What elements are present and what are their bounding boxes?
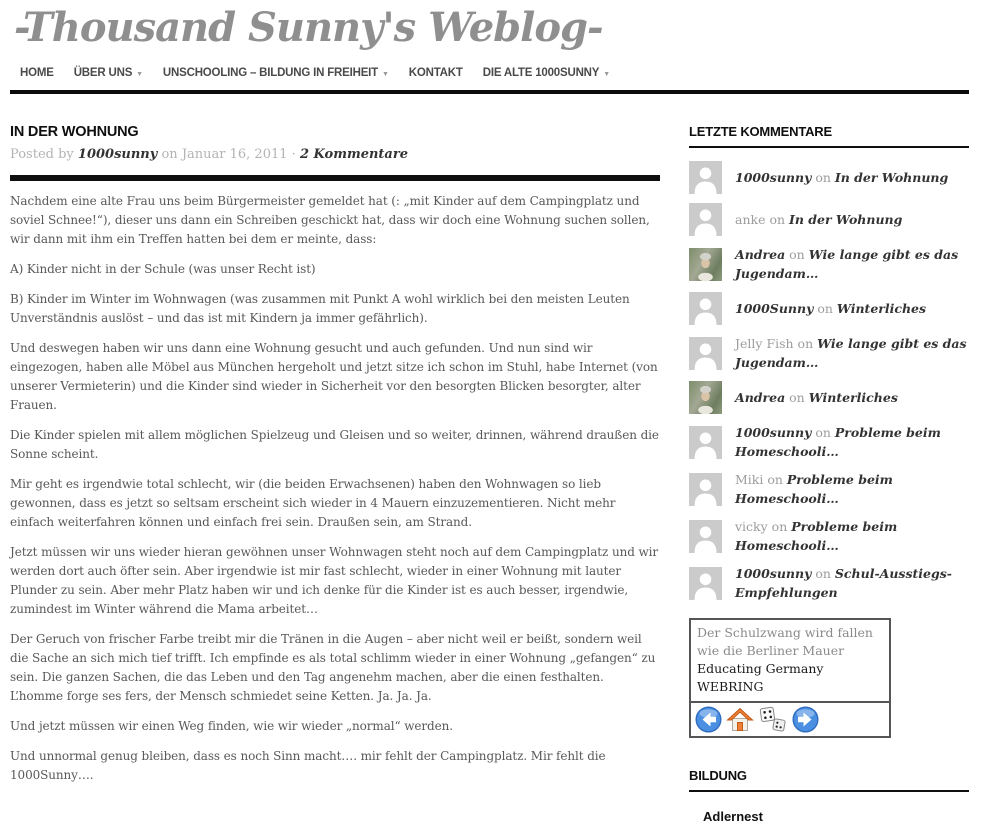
- post-article: [10, 94, 660, 796]
- comment-on-label: on: [793, 336, 818, 351]
- nav-item-label: ÜBER UNS: [73, 67, 133, 79]
- post-paragraph: Nachdem eine alte Frau uns beim Bürgermeister gemeldet hat (: „mit Kinder auf dem Campingplatz und soviel Schnee!“), dieser uns dann ein Schreiben geschickt hat, dass wir doch eine Wohnung suchen sollen, wir dann mit ihm ein Treffen hatten bei dem er meinte, dass:: [10, 194, 650, 246]
- comments-count-link[interactable]: 2 Kommentare: [299, 147, 408, 162]
- comment-item: [689, 517, 969, 555]
- random-dice-icon[interactable]: [758, 706, 788, 733]
- comment-post-link[interactable]: Wie lange gibt es das Jugendam…: [735, 336, 967, 370]
- nav-item-die-alte-1000sunny[interactable]: [483, 67, 610, 79]
- meta-separator: ·: [291, 147, 296, 162]
- comment-on-label: on: [813, 301, 837, 316]
- comment-author-link[interactable]: 1000sunny: [735, 170, 812, 185]
- comment-on-label: on: [767, 519, 792, 534]
- comment-on-label: on: [785, 247, 809, 262]
- comment-item: [689, 470, 969, 508]
- posted-by-label: Posted by: [10, 147, 74, 162]
- default-avatar-icon: [689, 161, 722, 194]
- nav-item-ber-uns[interactable]: [74, 67, 143, 79]
- comment-on-label: on: [811, 425, 835, 440]
- nav-item-label: HOME: [20, 67, 54, 79]
- comment-on-label: on: [765, 212, 790, 227]
- comment-on-label: on: [785, 390, 809, 405]
- comment-text: [735, 470, 969, 508]
- comment-author-link[interactable]: 1000Sunny: [735, 301, 814, 316]
- webring-text: [691, 620, 889, 701]
- comment-text: [735, 299, 969, 318]
- user-photo-avatar: [689, 381, 722, 414]
- comment-author-link[interactable]: 1000sunny: [735, 425, 812, 440]
- comment-text: [735, 388, 969, 407]
- bildung-link-adlernest[interactable]: Adlernest: [703, 809, 763, 824]
- default-avatar-icon: [689, 337, 722, 370]
- comment-post-link[interactable]: Winterliches: [836, 301, 927, 316]
- comment-author: Miki: [735, 472, 764, 487]
- comment-post-link[interactable]: Wie lange gibt es das Jugendam…: [735, 247, 959, 281]
- main-nav: [20, 67, 983, 79]
- comment-text: [735, 210, 969, 229]
- comment-author: vicky: [735, 519, 768, 534]
- default-avatar-icon: [689, 567, 722, 600]
- default-avatar-icon: [689, 473, 722, 506]
- comment-author-link[interactable]: Andrea: [735, 390, 786, 405]
- comment-item: [689, 161, 969, 194]
- post-date: Januar 16, 2011: [181, 147, 288, 162]
- post-meta: [10, 147, 660, 162]
- comment-item: [689, 381, 969, 414]
- post-paragraph: B) Kinder im Winter im Wohnwagen (was zusammen mit Punkt A wohl wirklich bei den meisten Leuten Unverständnis auslöst – und das ist mit Kindern ja immer gefährlich).: [10, 292, 630, 325]
- comment-text: [735, 334, 969, 372]
- comment-item: [689, 203, 969, 236]
- chevron-down-icon: ▼: [603, 70, 610, 78]
- bildung-list-item: [703, 806, 969, 825]
- post-body: [10, 192, 660, 785]
- comment-author-link[interactable]: 1000sunny: [735, 566, 812, 581]
- comment-item: [689, 245, 969, 283]
- recent-comments-list: [689, 161, 969, 602]
- post-paragraph: Und jetzt müssen wir einen Weg finden, wie wir wieder „normal“ werden.: [10, 719, 453, 733]
- main-area: [0, 94, 983, 825]
- nav-item-label: KONTAKT: [408, 67, 463, 79]
- comment-on-label: on: [763, 472, 787, 487]
- nav-item-kontakt[interactable]: [409, 67, 463, 79]
- comment-post-link[interactable]: In der Wohnung: [789, 212, 903, 227]
- bildung-links: [703, 806, 969, 825]
- chevron-down-icon: ▼: [136, 70, 143, 78]
- comment-text: [735, 245, 969, 283]
- comment-text: [735, 168, 969, 187]
- comment-text: [735, 564, 969, 602]
- comment-post-link[interactable]: In der Wohnung: [834, 170, 949, 185]
- forward-arrow-icon[interactable]: [792, 706, 819, 733]
- post-paragraph: Jetzt müssen wir uns wieder hieran gewöhnen unser Wohnwagen steht noch auf dem Campingplatz und wir werden dort auch öfter sein. Aber irgendwie ist mir fast schlecht, wieder in einer Wohnung mit lauter Plunder zu sein. Aber mehr Platz haben wir und ich denke für die Kinder ist es auch besser, irgendwie, zumindest im Winter während die Mama arbeitet…: [10, 545, 659, 616]
- bildung-heading: BILDUNG: [689, 768, 969, 792]
- default-avatar-icon: [689, 520, 722, 553]
- comment-item: [689, 292, 969, 325]
- site-title[interactable]: -Thousand Sunny's Weblog-: [14, 4, 603, 51]
- comment-item: [689, 564, 969, 602]
- post-paragraph: Mir geht es irgendwie total schlecht, wir (die beiden Erwachsenen) haben den Wohnwagen so lieb gewonnen, dass es jetzt so seltsam erscheint sich wieder in 4 Mauern einzuzementieren. Nicht mehr einfach weiterfahren können und einfach frei sein. Draußen sein, am Strand.: [10, 477, 616, 529]
- nav-item-unschooling-bildung-in-freiheit[interactable]: [163, 67, 389, 79]
- post-title: IN DER WOHNUNG: [10, 124, 139, 140]
- comment-text: [735, 423, 969, 461]
- sidebar: [689, 94, 969, 825]
- comment-author: anke: [735, 212, 766, 227]
- comment-on-label: on: [811, 566, 835, 581]
- post-divider: [10, 175, 660, 181]
- comment-item: [689, 334, 969, 372]
- nav-item-label: DIE ALTE 1000SUNNY: [482, 67, 600, 79]
- chevron-down-icon: ▼: [382, 70, 389, 78]
- webring-motto: Der Schulzwang wird fallen wie die Berliner Mauer: [697, 625, 873, 658]
- site-header: [0, 0, 983, 94]
- default-avatar-icon: [689, 426, 722, 459]
- home-icon[interactable]: [726, 706, 754, 733]
- post-paragraph: Und unnormal genug bleiben, dass es noch Sinn macht…. mir fehlt der Campingplatz. Mir fehlt die 1000Sunny….: [10, 749, 606, 782]
- post-paragraph: Und deswegen haben wir uns dann eine Wohnung gesucht und auch gefunden. Und nun sind wir eingezogen, haben alle Möbel aus München hergeholt und jetzt sitze ich schon im Stuhl, habe Internet (von unserer Vermieterin) und die Kinder sind wieder in Sicherheit vor den besorgten Blicken besorgter, alter Frauen.: [10, 341, 658, 412]
- nav-item-home[interactable]: [20, 67, 54, 79]
- comment-post-link[interactable]: Probleme beim Homeschooli…: [735, 519, 898, 553]
- comment-post-link[interactable]: Schul-Ausstiegs-Empfehlungen: [735, 566, 952, 600]
- post-paragraph: A) Kinder nicht in der Schule (was unser Recht ist): [10, 262, 316, 276]
- post-paragraph: Der Geruch von frischer Farbe treibt mir die Tränen in die Augen – aber nicht weil er beißt, sondern weil die Sache an sich mich tief trifft. Ich empfinde es als total schlimm wieder in einer Wohnung „gefangen“ zu sein. Die ganzen Sachen, die das Leben und den Tag angenehm machen, aber die einen festhalten. L’homme forge ses fers, der Mensch schmiedet seine Ketten. Ja. Ja. Ja.: [10, 632, 656, 703]
- webring-title-link[interactable]: Educating Germany WEBRING: [697, 661, 824, 694]
- on-label: on: [161, 147, 178, 162]
- comment-post-link[interactable]: Probleme beim Homeschooli…: [735, 425, 941, 459]
- comment-text: [735, 517, 969, 555]
- default-avatar-icon: [689, 203, 722, 236]
- back-arrow-icon[interactable]: [695, 706, 722, 733]
- post-paragraph: Die Kinder spielen mit allem möglichen Spielzeug und Gleisen und so weiter, drinnen, während draußen die Sonne scheint.: [10, 428, 659, 461]
- comment-on-label: on: [811, 170, 835, 185]
- user-photo-avatar: [689, 248, 722, 281]
- webring-box: [689, 618, 891, 738]
- comment-post-link[interactable]: Probleme beim Homeschooli…: [735, 472, 893, 506]
- author-link[interactable]: 1000sunny: [77, 147, 158, 162]
- default-avatar-icon: [689, 292, 722, 325]
- comment-item: [689, 423, 969, 461]
- comment-post-link[interactable]: Winterliches: [808, 390, 898, 405]
- comment-author-link[interactable]: Andrea: [735, 247, 786, 262]
- comment-author: Jelly Fish: [735, 336, 794, 351]
- nav-item-label: UNSCHOOLING – BILDUNG IN FREIHEIT: [162, 67, 379, 79]
- recent-comments-heading: LETZTE KOMMENTARE: [689, 124, 969, 148]
- webring-icon-bar: [691, 701, 889, 736]
